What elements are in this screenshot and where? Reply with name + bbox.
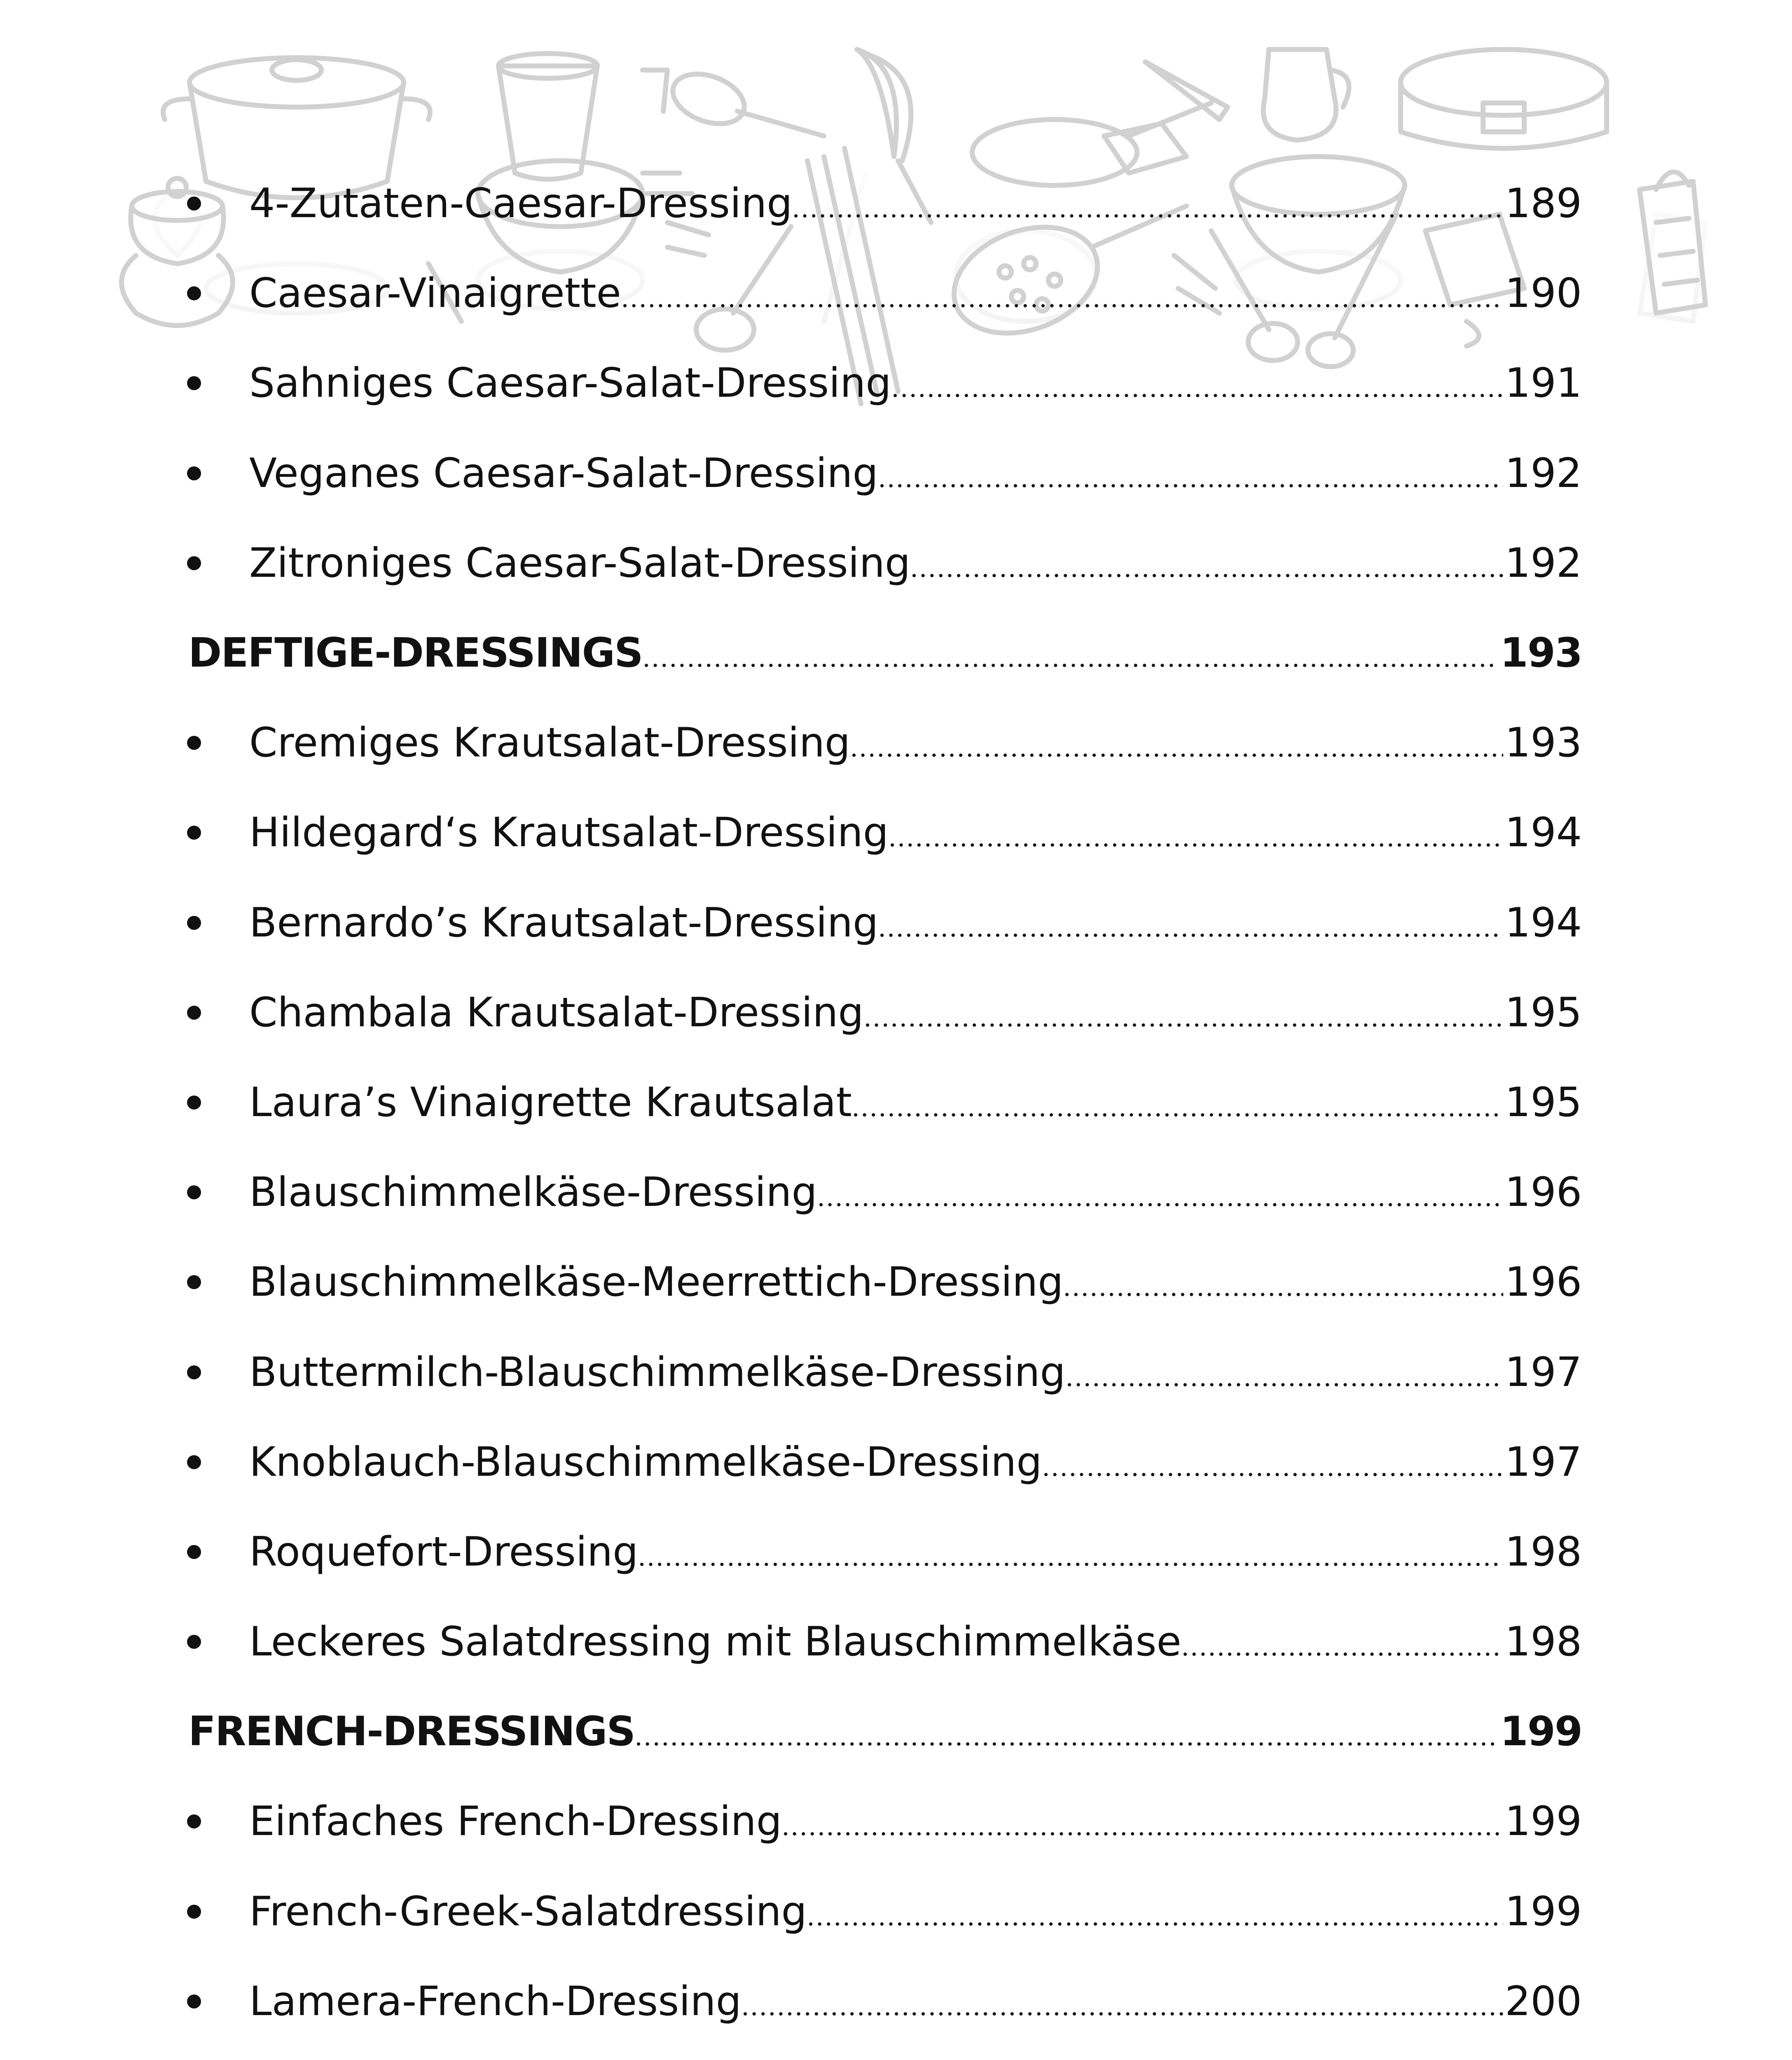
toc-entry-title: Laura’s Vinaigrette Krautsalat [249,1079,852,1126]
toc-page-number: 194 [1504,899,1582,946]
cake-ring-icon [1401,49,1607,148]
toc-entry[interactable] [0,1597,1792,1687]
toc-entry-title: Lamera-French-Dressing [249,1978,742,2025]
toc-entry[interactable] [0,1327,1792,1417]
toc-entry-title: 4-Zutaten-Caesar-Dressing [249,180,793,227]
toc-entry[interactable] [0,1237,1792,1327]
spoon-icon [643,65,824,136]
toc-section-heading[interactable] [0,1687,1792,1777]
bullet-icon [187,1545,201,1559]
toc-page-number: 191 [1504,360,1582,407]
toc-page-number: 195 [1504,989,1582,1036]
toc-page-number: 190 [1504,270,1582,317]
toc-section-heading[interactable] [0,608,1792,698]
bullet-icon [187,197,201,211]
toc-page-number: 199 [1504,1798,1582,1845]
dot-leader [1183,1622,1503,1662]
dot-leader [890,812,1503,853]
dot-leader [1067,1352,1503,1393]
dot-leader [794,183,1503,224]
toc-entry-title: Blauschimmelkäse-Dressing [249,1169,817,1216]
dot-leader [912,543,1503,583]
toc-page-number: 189 [1504,180,1582,227]
toc-page-number: 194 [1504,809,1582,857]
toc-entry-title: Roquefort-Dressing [249,1528,639,1575]
toc-entry[interactable] [0,1777,1792,1866]
toc-page-number: 193 [1504,719,1582,767]
dot-leader [854,1082,1503,1123]
dot-leader [893,363,1503,403]
toc-entry-title: Leckeres Salatdressing mit Blauschimmelkäse [249,1618,1181,1666]
toc-entry[interactable] [0,1417,1792,1507]
dot-leader [644,633,1499,673]
toc-page-number: 192 [1504,539,1582,587]
bullet-icon [187,1365,201,1379]
knife-icon [1104,62,1228,173]
toc-page-number: 196 [1504,1169,1582,1216]
dot-leader [636,1711,1498,1752]
bullet-icon [187,1096,201,1110]
toc-entry[interactable] [0,428,1792,518]
toc-entry[interactable] [0,1147,1792,1237]
bullet-icon [187,736,201,750]
toc-entry-title: Veganes Caesar-Salat-Dressing [249,449,878,497]
toc-entry[interactable] [0,968,1792,1058]
toc-page-number: 195 [1504,1079,1582,1126]
toc-entry-title: Caesar-Vinaigrette [249,270,621,317]
toc-entry-title: DEFTIGE-DRESSINGS [188,630,643,677]
dot-leader [623,273,1503,314]
toc-entry-title: Sahniges Caesar-Salat-Dressing [249,360,891,407]
toc-page-number: 198 [1504,1528,1582,1575]
toc-entry[interactable] [0,1957,1792,2046]
toc-entry-title: Cremiges Krautsalat-Dressing [249,719,851,767]
toc-entry-title: Blauschimmelkäse-Meerrettich-Dressing [249,1259,1064,1306]
dot-leader [1044,1442,1503,1482]
bullet-icon [187,466,201,480]
bullet-icon [187,1814,201,1828]
bullet-icon [187,1635,201,1649]
toc-entry-title: Zitroniges Caesar-Salat-Dressing [249,539,911,587]
toc-page-number: 192 [1504,449,1582,497]
toc-entry[interactable] [0,698,1792,788]
dot-leader [1065,1262,1503,1302]
bullet-icon [187,1905,201,1919]
toc-entry[interactable] [0,248,1792,338]
toc-entry[interactable] [0,518,1792,608]
bullet-icon [187,1275,201,1289]
toc-entry[interactable] [0,878,1792,968]
bullet-icon [187,916,201,930]
dot-leader [866,993,1503,1033]
bullet-icon [187,1185,201,1199]
dot-leader [809,1891,1503,1932]
bullet-icon [187,1006,201,1020]
bullet-icon [187,1994,201,2008]
toc-entry[interactable] [0,1867,1792,1957]
toc-entry-title: Knoblauch-Blauschimmelkäse-Dressing [249,1438,1042,1486]
toc-page-number: 199 [1504,1888,1582,1935]
bullet-icon [187,376,201,390]
toc-entry-title: Bernardo’s Krautsalat-Dressing [249,899,879,946]
toc-entry-title: FRENCH-DRESSINGS [188,1708,635,1756]
toc-page-number: 196 [1504,1259,1582,1306]
dot-leader [640,1532,1503,1572]
dot-leader [743,1981,1503,2022]
toc-entry-title: French-Greek-Salatdressing [249,1888,807,1935]
toc-page-number: 193 [1500,630,1582,677]
toc-entry-title: Buttermilch-Blauschimmelkäse-Dressing [249,1348,1066,1396]
dot-leader [784,1801,1503,1842]
toc-page-number: 197 [1504,1438,1582,1486]
bullet-icon [187,826,201,840]
dot-leader [852,723,1503,763]
toc-entry[interactable] [0,1507,1792,1597]
toc-entry[interactable] [0,159,1792,248]
toc-page-number: 200 [1504,1978,1582,2025]
toc-page-number: 197 [1504,1348,1582,1396]
toc-entry-title: Hildegard‘s Krautsalat-Dressing [249,809,889,857]
dot-leader [880,453,1503,494]
bullet-icon [187,556,201,570]
toc-entry[interactable] [0,1058,1792,1147]
toc-entry-title: Einfaches French-Dressing [249,1798,782,1845]
dot-leader [819,1172,1503,1213]
toc-page-number: 199 [1500,1708,1582,1756]
bullet-icon [187,286,201,300]
toc-entry[interactable] [0,2046,1792,2060]
dot-leader [880,903,1503,943]
toc-entry-title: Chambala Krautsalat-Dressing [249,989,864,1036]
jug-icon [1263,49,1349,140]
toc-entry[interactable] [0,338,1792,428]
table-of-contents [0,159,1792,2060]
toc-entry[interactable] [0,788,1792,878]
toc-page-number: 198 [1504,1618,1582,1666]
bullet-icon [187,1455,201,1469]
